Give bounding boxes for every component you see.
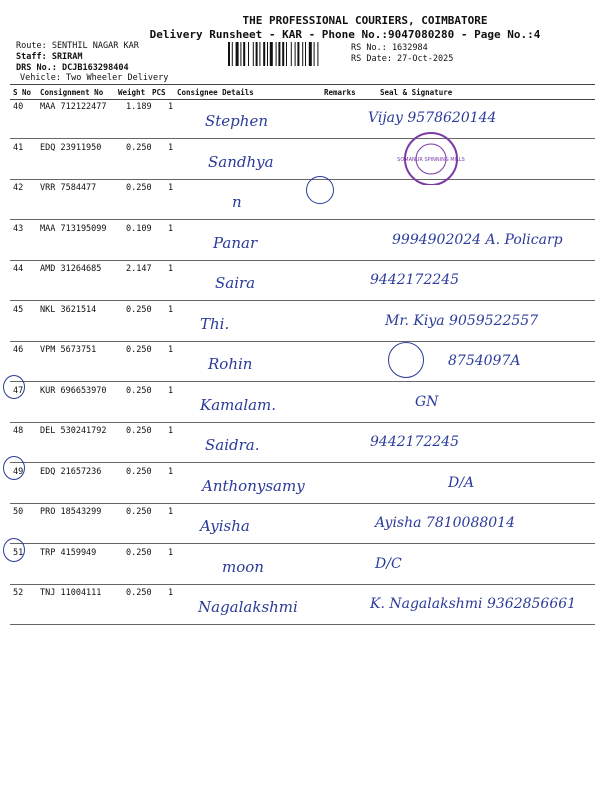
- signature-handwriting: 9442172245: [370, 434, 460, 450]
- signature-handwriting: Ayisha 7810088014: [375, 515, 515, 531]
- cell-cons: TNJ 11004111: [40, 588, 102, 598]
- cell-wt: 0.250: [126, 142, 152, 153]
- cell-pcs: 1: [168, 264, 174, 274]
- cell-cons: KUR 696653970: [40, 385, 107, 396]
- col-weight: Weight: [118, 88, 146, 97]
- table-row: [10, 422, 595, 463]
- table-row: [10, 179, 595, 220]
- cell-sno: 46: [13, 345, 24, 355]
- col-sno: S No: [13, 88, 32, 97]
- consignee-handwriting: Rohin: [208, 355, 253, 373]
- rs-date: RS Date: 27-Oct-2025: [351, 54, 454, 64]
- cell-wt: 2.147: [126, 264, 152, 274]
- svg-text:SOMANUR SPINNING MILLS: SOMANUR SPINNING MILLS: [397, 157, 465, 163]
- cell-cons: NKL 3621514: [40, 304, 97, 315]
- consignee-handwriting: Nagalakshmi: [198, 598, 298, 616]
- cell-pcs: 1: [168, 223, 174, 234]
- cell-cons: AMD 31264685: [40, 264, 102, 274]
- table-row: [10, 544, 595, 585]
- company-seal-stamp: [373, 125, 473, 185]
- signature-handwriting: Vijay 9578620144: [368, 110, 497, 126]
- cell-sno: 42: [13, 183, 24, 193]
- cell-sno: 45: [13, 304, 24, 315]
- cell-wt: 0.250: [126, 547, 152, 558]
- cell-wt: 0.250: [126, 466, 152, 477]
- cell-sno: 43: [13, 223, 24, 234]
- cell-sno: 52: [13, 588, 24, 598]
- col-remarks: Remarks: [324, 88, 356, 97]
- cell-pcs: 1: [168, 345, 174, 355]
- signature-handwriting: Mr. Kiya 9059522557: [385, 312, 539, 329]
- rs-number: RS No.: 1632984: [351, 43, 428, 53]
- cell-pcs: 1: [168, 183, 174, 193]
- cell-sno: 50: [13, 507, 24, 517]
- circle-mark: [388, 342, 424, 378]
- table-row: [10, 260, 595, 301]
- col-pcs: PCS: [152, 88, 166, 97]
- circle-mark: [306, 176, 334, 204]
- signature-handwriting: 8754097A: [448, 353, 521, 369]
- table-row: [10, 139, 595, 180]
- consignee-handwriting: Sandhya: [208, 152, 274, 171]
- runsheet-subtitle: Delivery Runsheet - KAR - Phone No.:9047080280 - Page No.:4: [149, 28, 541, 41]
- consignee-handwriting: moon: [222, 557, 264, 576]
- vehicle-label: Vehicle: Two Wheeler Delivery: [20, 73, 169, 83]
- consignee-handwriting: Stephen: [205, 112, 268, 130]
- cell-cons: MAA 712122477: [40, 102, 107, 112]
- cell-cons: VRR 7584477: [40, 183, 97, 193]
- cell-wt: 0.250: [126, 183, 152, 193]
- cell-pcs: 1: [168, 588, 174, 598]
- cell-cons: DEL 530241792: [40, 426, 107, 436]
- cell-pcs: 1: [168, 102, 174, 112]
- cell-wt: 1.189: [126, 102, 152, 112]
- col-seal: Seal & Signature: [380, 88, 453, 97]
- signature-handwriting: 9442172245: [370, 272, 460, 288]
- cell-pcs: 1: [168, 547, 174, 558]
- company-title: THE PROFESSIONAL COURIERS, COIMBATORE: [242, 14, 488, 27]
- circle-mark: [3, 538, 25, 562]
- circle-mark: [3, 375, 25, 399]
- signature-handwriting: D/A: [448, 474, 475, 491]
- cell-sno: 51: [13, 547, 24, 558]
- col-consignee: Consignee Details: [177, 88, 254, 97]
- signature-handwriting: D/C: [375, 555, 402, 572]
- cell-wt: 0.250: [126, 385, 152, 396]
- cell-sno: 47: [13, 385, 24, 396]
- consignee-handwriting: Saidra.: [205, 436, 260, 454]
- consignee-handwriting: Kamalam.: [200, 395, 277, 414]
- cell-cons: EDQ 21657236: [40, 466, 102, 477]
- cell-sno: 44: [13, 264, 24, 274]
- consignee-handwriting: Anthonysamy: [202, 476, 305, 495]
- cell-pcs: 1: [168, 426, 174, 436]
- cell-pcs: 1: [168, 385, 174, 396]
- cell-cons: PRO 18543299: [40, 507, 102, 517]
- cell-sno: 48: [13, 426, 24, 436]
- cell-sno: 41: [13, 142, 24, 153]
- consignee-handwriting: Thi.: [200, 314, 230, 333]
- consignee-handwriting: Panar: [213, 233, 258, 252]
- cell-wt: 0.109: [126, 223, 152, 234]
- consignee-handwriting: Saira: [215, 274, 256, 292]
- cell-pcs: 1: [168, 304, 174, 315]
- cell-wt: 0.250: [126, 588, 152, 598]
- cell-pcs: 1: [168, 466, 174, 477]
- staff-label: Staff: SRIRAM: [16, 52, 83, 62]
- cell-cons: TRP 4159949: [40, 547, 97, 558]
- consignee-handwriting: n: [232, 193, 242, 211]
- signature-handwriting: GN: [415, 393, 439, 410]
- cell-wt: 0.250: [126, 507, 152, 517]
- barcode-image: [228, 42, 346, 66]
- cell-wt: 0.250: [126, 426, 152, 436]
- cell-cons: MAA 713195099: [40, 223, 107, 234]
- cell-pcs: 1: [168, 142, 174, 153]
- cell-wt: 0.250: [126, 304, 152, 315]
- circle-mark: [3, 456, 25, 480]
- col-consignment: Consignment No: [40, 88, 104, 97]
- cell-sno: 49: [13, 466, 24, 477]
- consignee-handwriting: Ayisha: [200, 517, 250, 535]
- signature-handwriting: K. Nagalakshmi 9362856661: [370, 596, 577, 612]
- cell-cons: EDQ 23911950: [40, 142, 102, 153]
- cell-pcs: 1: [168, 507, 174, 517]
- table-row: [10, 382, 595, 423]
- cell-cons: VPM 5673751: [40, 345, 97, 355]
- cell-sno: 40: [13, 102, 24, 112]
- drs-label: DRS No.: DCJB163298404: [16, 63, 129, 73]
- route-label: Route: SENTHIL NAGAR KAR: [16, 41, 139, 51]
- cell-wt: 0.250: [126, 345, 152, 355]
- signature-handwriting: 9994902024 A. Policarp: [392, 231, 563, 248]
- table-row: [10, 98, 595, 139]
